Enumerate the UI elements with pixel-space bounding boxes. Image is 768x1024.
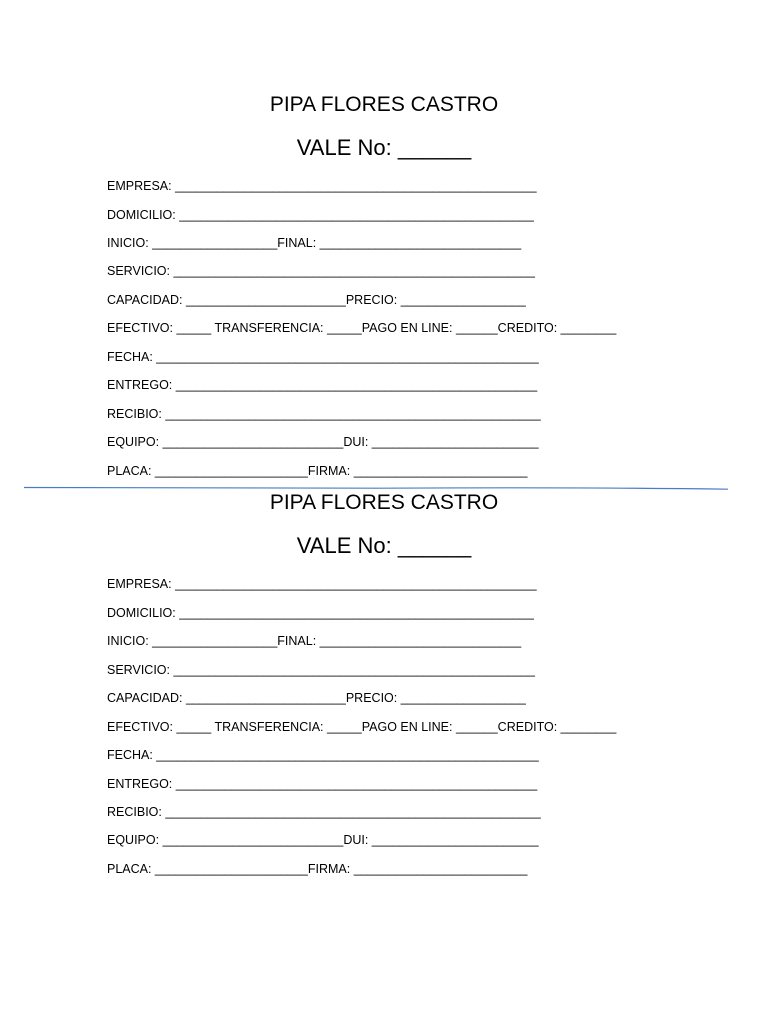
capacidad-precio-field: CAPACIDAD: _______________________PRECIO: __________________ bbox=[107, 691, 526, 705]
voucher-number-title: VALE No: ______ bbox=[296, 533, 472, 558]
recibio-field: RECIBIO: ______________________________________________________ bbox=[107, 407, 541, 421]
equipo-dui-field: EQUIPO: __________________________DUI: ________________________ bbox=[107, 435, 539, 449]
empresa-field: EMPRESA: ____________________________________________________ bbox=[107, 577, 537, 591]
servicio-field: SERVICIO: ____________________________________________________ bbox=[107, 264, 535, 278]
placa-firma-field: PLACA: ______________________FIRMA: _________________________ bbox=[107, 464, 528, 478]
fecha-field: FECHA: _______________________________________________________ bbox=[107, 748, 539, 762]
placa-firma-field: PLACA: ______________________FIRMA: _________________________ bbox=[107, 862, 528, 876]
voucher-number-title: VALE No: ______ bbox=[296, 135, 472, 160]
company-title: PIPA FLORES CASTRO bbox=[269, 491, 499, 514]
company-title: PIPA FLORES CASTRO bbox=[269, 93, 499, 116]
equipo-dui-field: EQUIPO: __________________________DUI: ________________________ bbox=[107, 833, 539, 847]
inicio-final-field: INICIO: __________________FINAL: _____________________________ bbox=[107, 634, 522, 648]
payment-method-field: EFECTIVO: _____ TRANSFERENCIA: _____PAGO EN LINE: ______CREDITO: ________ bbox=[107, 720, 617, 734]
fecha-field: FECHA: _______________________________________________________ bbox=[107, 350, 539, 364]
recibio-field: RECIBIO: ______________________________________________________ bbox=[107, 805, 541, 819]
servicio-field: SERVICIO: ____________________________________________________ bbox=[107, 663, 535, 677]
domicilio-field: DOMICILIO: ___________________________________________________ bbox=[107, 208, 534, 222]
entrego-field: ENTREGO: ____________________________________________________ bbox=[107, 378, 538, 392]
divider-stroke bbox=[24, 487, 728, 489]
capacidad-precio-field: CAPACIDAD: _______________________PRECIO: __________________ bbox=[107, 293, 526, 307]
payment-method-field: EFECTIVO: _____ TRANSFERENCIA: _____PAGO EN LINE: ______CREDITO: ________ bbox=[107, 321, 617, 335]
inicio-final-field: INICIO: __________________FINAL: _____________________________ bbox=[107, 236, 522, 250]
domicilio-field: DOMICILIO: ___________________________________________________ bbox=[107, 606, 534, 620]
empresa-field: EMPRESA: ____________________________________________________ bbox=[107, 179, 537, 193]
entrego-field: ENTREGO: ____________________________________________________ bbox=[107, 777, 538, 791]
